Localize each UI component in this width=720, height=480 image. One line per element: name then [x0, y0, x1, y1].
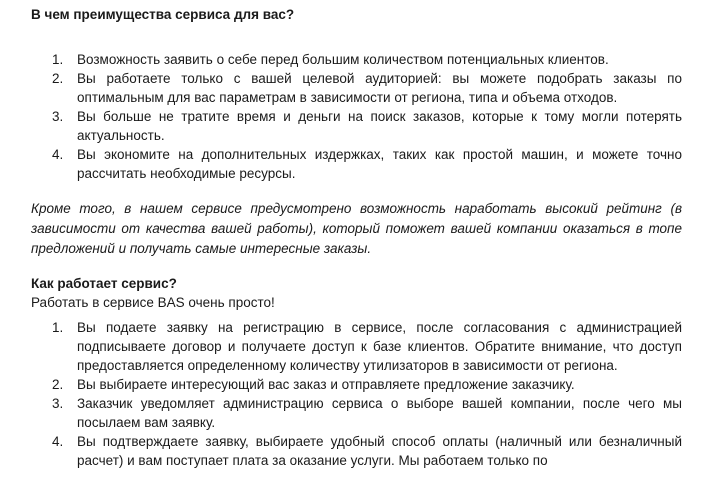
- list-item-text: Вы подтверждаете заявку, выбираете удобный способ оплаты (наличный или безналичный расчет) и вам поступает плата за оказание услуги. Мы работаем только по: [77, 434, 682, 468]
- list-item-number: 1.: [52, 320, 64, 335]
- list-item-number: 1.: [52, 52, 64, 67]
- list-item-number: 4.: [52, 434, 64, 449]
- list-item-number: 4.: [52, 147, 64, 162]
- list-item: [0, 394, 720, 432]
- list-item-text: Вы выбираете интересующий вас заказ и отправляете предложение заказчику.: [77, 377, 575, 392]
- list-item: [0, 318, 720, 375]
- list-item-text: Вы подаете заявку на регистрацию в сервисе, после согласования с администрацией подписываете договор и получаете доступ к базе клиентов. Обратите внимание, что доступ предоставляется определенному количеству утилизаторов в зависимости от региона.: [77, 320, 682, 373]
- list-item: [0, 107, 720, 145]
- list-item-text: Заказчик уведомляет администрацию сервиса о выборе вашей компании, после чего мы посылаем вам заявку.: [77, 396, 682, 430]
- list-item-text: Вы экономите на дополнительных издержках, таких как простой машин, и можете точно рассчитать необходимые ресурсы.: [77, 147, 682, 181]
- list-item: [0, 375, 720, 394]
- list-item-text: Вы работаете только с вашей целевой аудиторией: вы можете подобрать заказы по оптимальным для вас параметрам в зависимости от региона, типа и объема отходов.: [77, 71, 682, 105]
- list-item-number: 3.: [52, 396, 64, 411]
- section-heading-advantages: В чем преимущества сервиса для вас?: [31, 7, 295, 22]
- list-item-number: 2.: [52, 71, 64, 86]
- list-item-number: 3.: [52, 109, 64, 124]
- list-item: [0, 145, 720, 183]
- how-it-works-list: [0, 318, 720, 470]
- advantages-list: [0, 50, 720, 183]
- list-item-text: Вы больше не тратите время и деньги на поиск заказов, которые к тому могли потерять актуальность.: [77, 109, 682, 143]
- section-heading-how-it-works: Как работает сервис?: [31, 276, 177, 291]
- list-item: [0, 432, 720, 470]
- rating-note: Кроме того, в нашем сервисе предусмотрено возможность наработать высокий рейтинг (в зависимости от качества вашей работы), который поможет вашей компании оказаться в топе предложений и получать самые интересные заказы.: [31, 201, 682, 256]
- list-item: [0, 50, 720, 69]
- list-item: [0, 69, 720, 107]
- list-item-text: Возможность заявить о себе перед большим количеством потенциальных клиентов.: [77, 52, 609, 67]
- list-item-number: 2.: [52, 377, 64, 392]
- section-intro: Работать в сервисе BAS очень просто!: [31, 295, 275, 310]
